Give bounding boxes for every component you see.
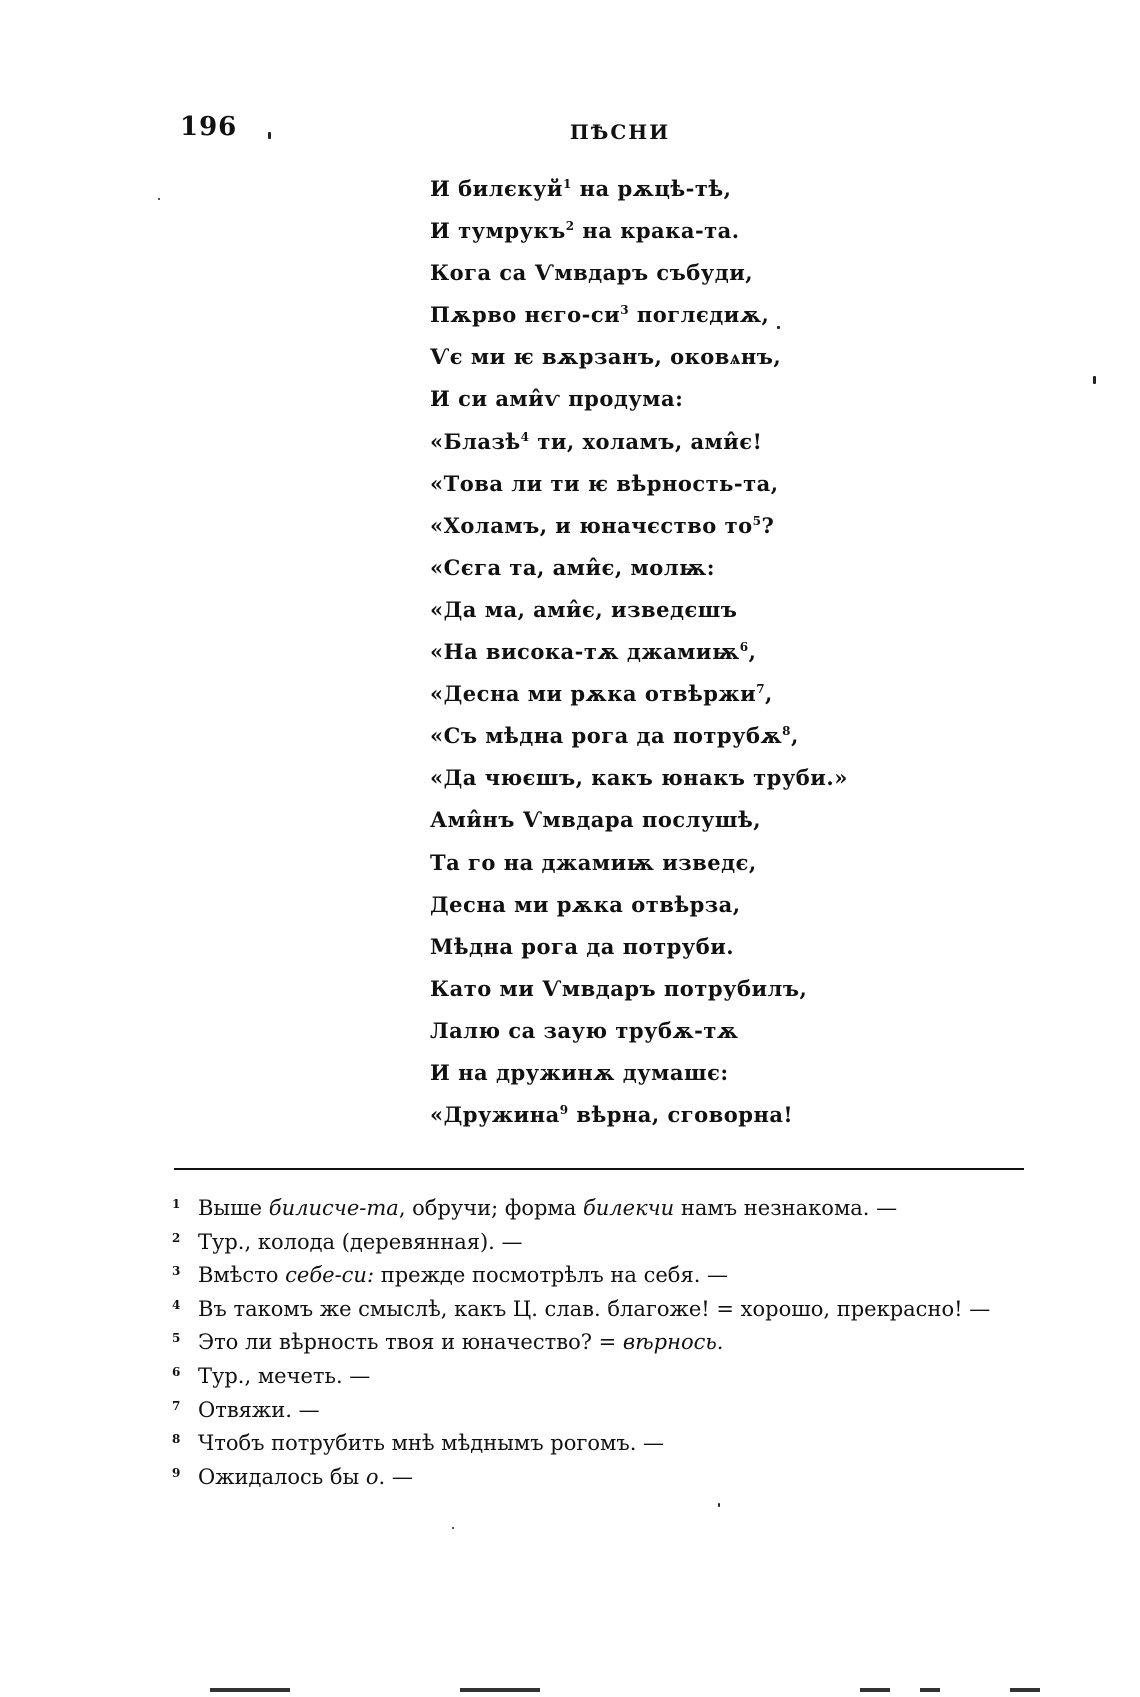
song-verse — [430, 168, 850, 1136]
note-ref: 7 — [756, 682, 766, 697]
running-head: ПѢСНИ — [569, 120, 671, 144]
footnote: 5 Это ли вѣрность твоя и юначество? = вѣрнось. — [172, 1330, 724, 1355]
page-number: 196 — [180, 112, 238, 142]
scan-speck — [777, 326, 780, 329]
note-ref: 9 — [559, 1103, 569, 1118]
footnote: 3 Вмѣсто себе-си: прежде посмотрѣлъ на себя. — — [172, 1263, 729, 1288]
verse-line: «Да ма, ами̂є, изведєшъ — [430, 596, 738, 622]
cropped-next-line — [200, 1688, 1100, 1697]
verse-line: И тумрукъ$^2$ на крака-та. — [430, 218, 740, 244]
footnote-divider — [174, 1168, 1024, 1170]
footnote: 1 Выше билисче-та, обручи; форма билекчи намъ незнакома. — — [172, 1196, 898, 1220]
footnote: 7 Отвяжи. — — [172, 1397, 320, 1422]
footnote: 6 Тур., мечеть. — — [172, 1363, 371, 1388]
scan-speck — [268, 132, 271, 139]
verse-line: Пѫрво нєго-$си^3$ поглєдиѫ, — [430, 302, 770, 328]
verse-line: «Блазѣ$^4$ ти, холамъ, ами̂є! — [430, 428, 763, 454]
verse-line: «На висока-тѫ джамиѭ$^6$, — [430, 639, 757, 665]
verse-line: «Холамъ, и юначєство $то^5$? — [430, 512, 775, 538]
verse-line: «Сєга та, ами̂є, молѭ: — [430, 554, 716, 580]
verse-line: Десна ми рѫка отвѣрза, — [430, 891, 741, 917]
verse-line: Лалю са заую трубѫ-тѫ — [430, 1017, 739, 1043]
footnotes — [172, 1188, 1042, 1490]
scan-speck — [860, 1688, 890, 1692]
scan-speck — [452, 1527, 454, 1529]
scan-speck — [718, 1503, 720, 1507]
verse-line: «Десна ми рѫка отвѣржи$^7$, — [430, 681, 773, 707]
scan-speck — [460, 1688, 540, 1692]
verse-line: Ѵє ми ѥ вѫрзанъ, оковѧнъ, — [430, 344, 782, 370]
note-ref: 1 — [563, 177, 572, 191]
scan-speck — [210, 1688, 290, 1692]
verse-line: Та го на джамиѭ изведє, — [430, 849, 757, 875]
footnote: 4 Въ такомъ же смыслѣ, какъ Ц. слав. благоже! = хорошо, прекрасно! — — [172, 1296, 991, 1321]
verse-line: Мѣдна рога да потруби. — [430, 933, 735, 959]
verse-line: «Това ли ти ѥ вѣрность-та, — [430, 470, 779, 496]
verse-line: И билєкуй$^1$ на рѫцѣ-тѣ, — [430, 176, 732, 201]
footnote: 9 Ожидалось бы о. — — [172, 1464, 413, 1489]
scan-speck — [158, 198, 160, 200]
verse-line: «Съ мѣдна рога да потрубѫ$^8$, — [430, 723, 799, 749]
verse-line: Ами̂нъ Ѵмвдара послушѣ, — [430, 807, 762, 833]
verse-line: Като ми Ѵмвдаръ потрубилъ, — [430, 975, 808, 1001]
verse-line: Кога са Ѵмвдаръ събуди, — [430, 260, 754, 286]
note-ref: 8 — [782, 724, 792, 739]
note-ref: 6 — [739, 640, 749, 655]
verse-line: «Дружина$^9$ вѣрна, сговорна! — [430, 1102, 794, 1128]
verse-line: «Да чюєшъ, какъ юнакъ труби.» — [430, 765, 848, 791]
note-ref: 2 — [565, 219, 575, 234]
note-ref: 3 — [620, 303, 630, 318]
note-ref: 5 — [752, 513, 762, 528]
note-ref: 4 — [520, 429, 530, 444]
footnote: 2 Тур., колода (деревянная). — — [172, 1229, 523, 1254]
scan-speck — [1093, 376, 1096, 384]
verse-line: И на дружинѫ думашє: — [430, 1059, 729, 1085]
verse-line: И си ами̂ѵ продума: — [430, 386, 684, 412]
scan-speck — [920, 1688, 940, 1692]
footnote: 8 Чтобъ потрубить мнѣ мѣднымъ рогомъ. — — [172, 1431, 665, 1456]
scan-speck — [1010, 1688, 1040, 1692]
